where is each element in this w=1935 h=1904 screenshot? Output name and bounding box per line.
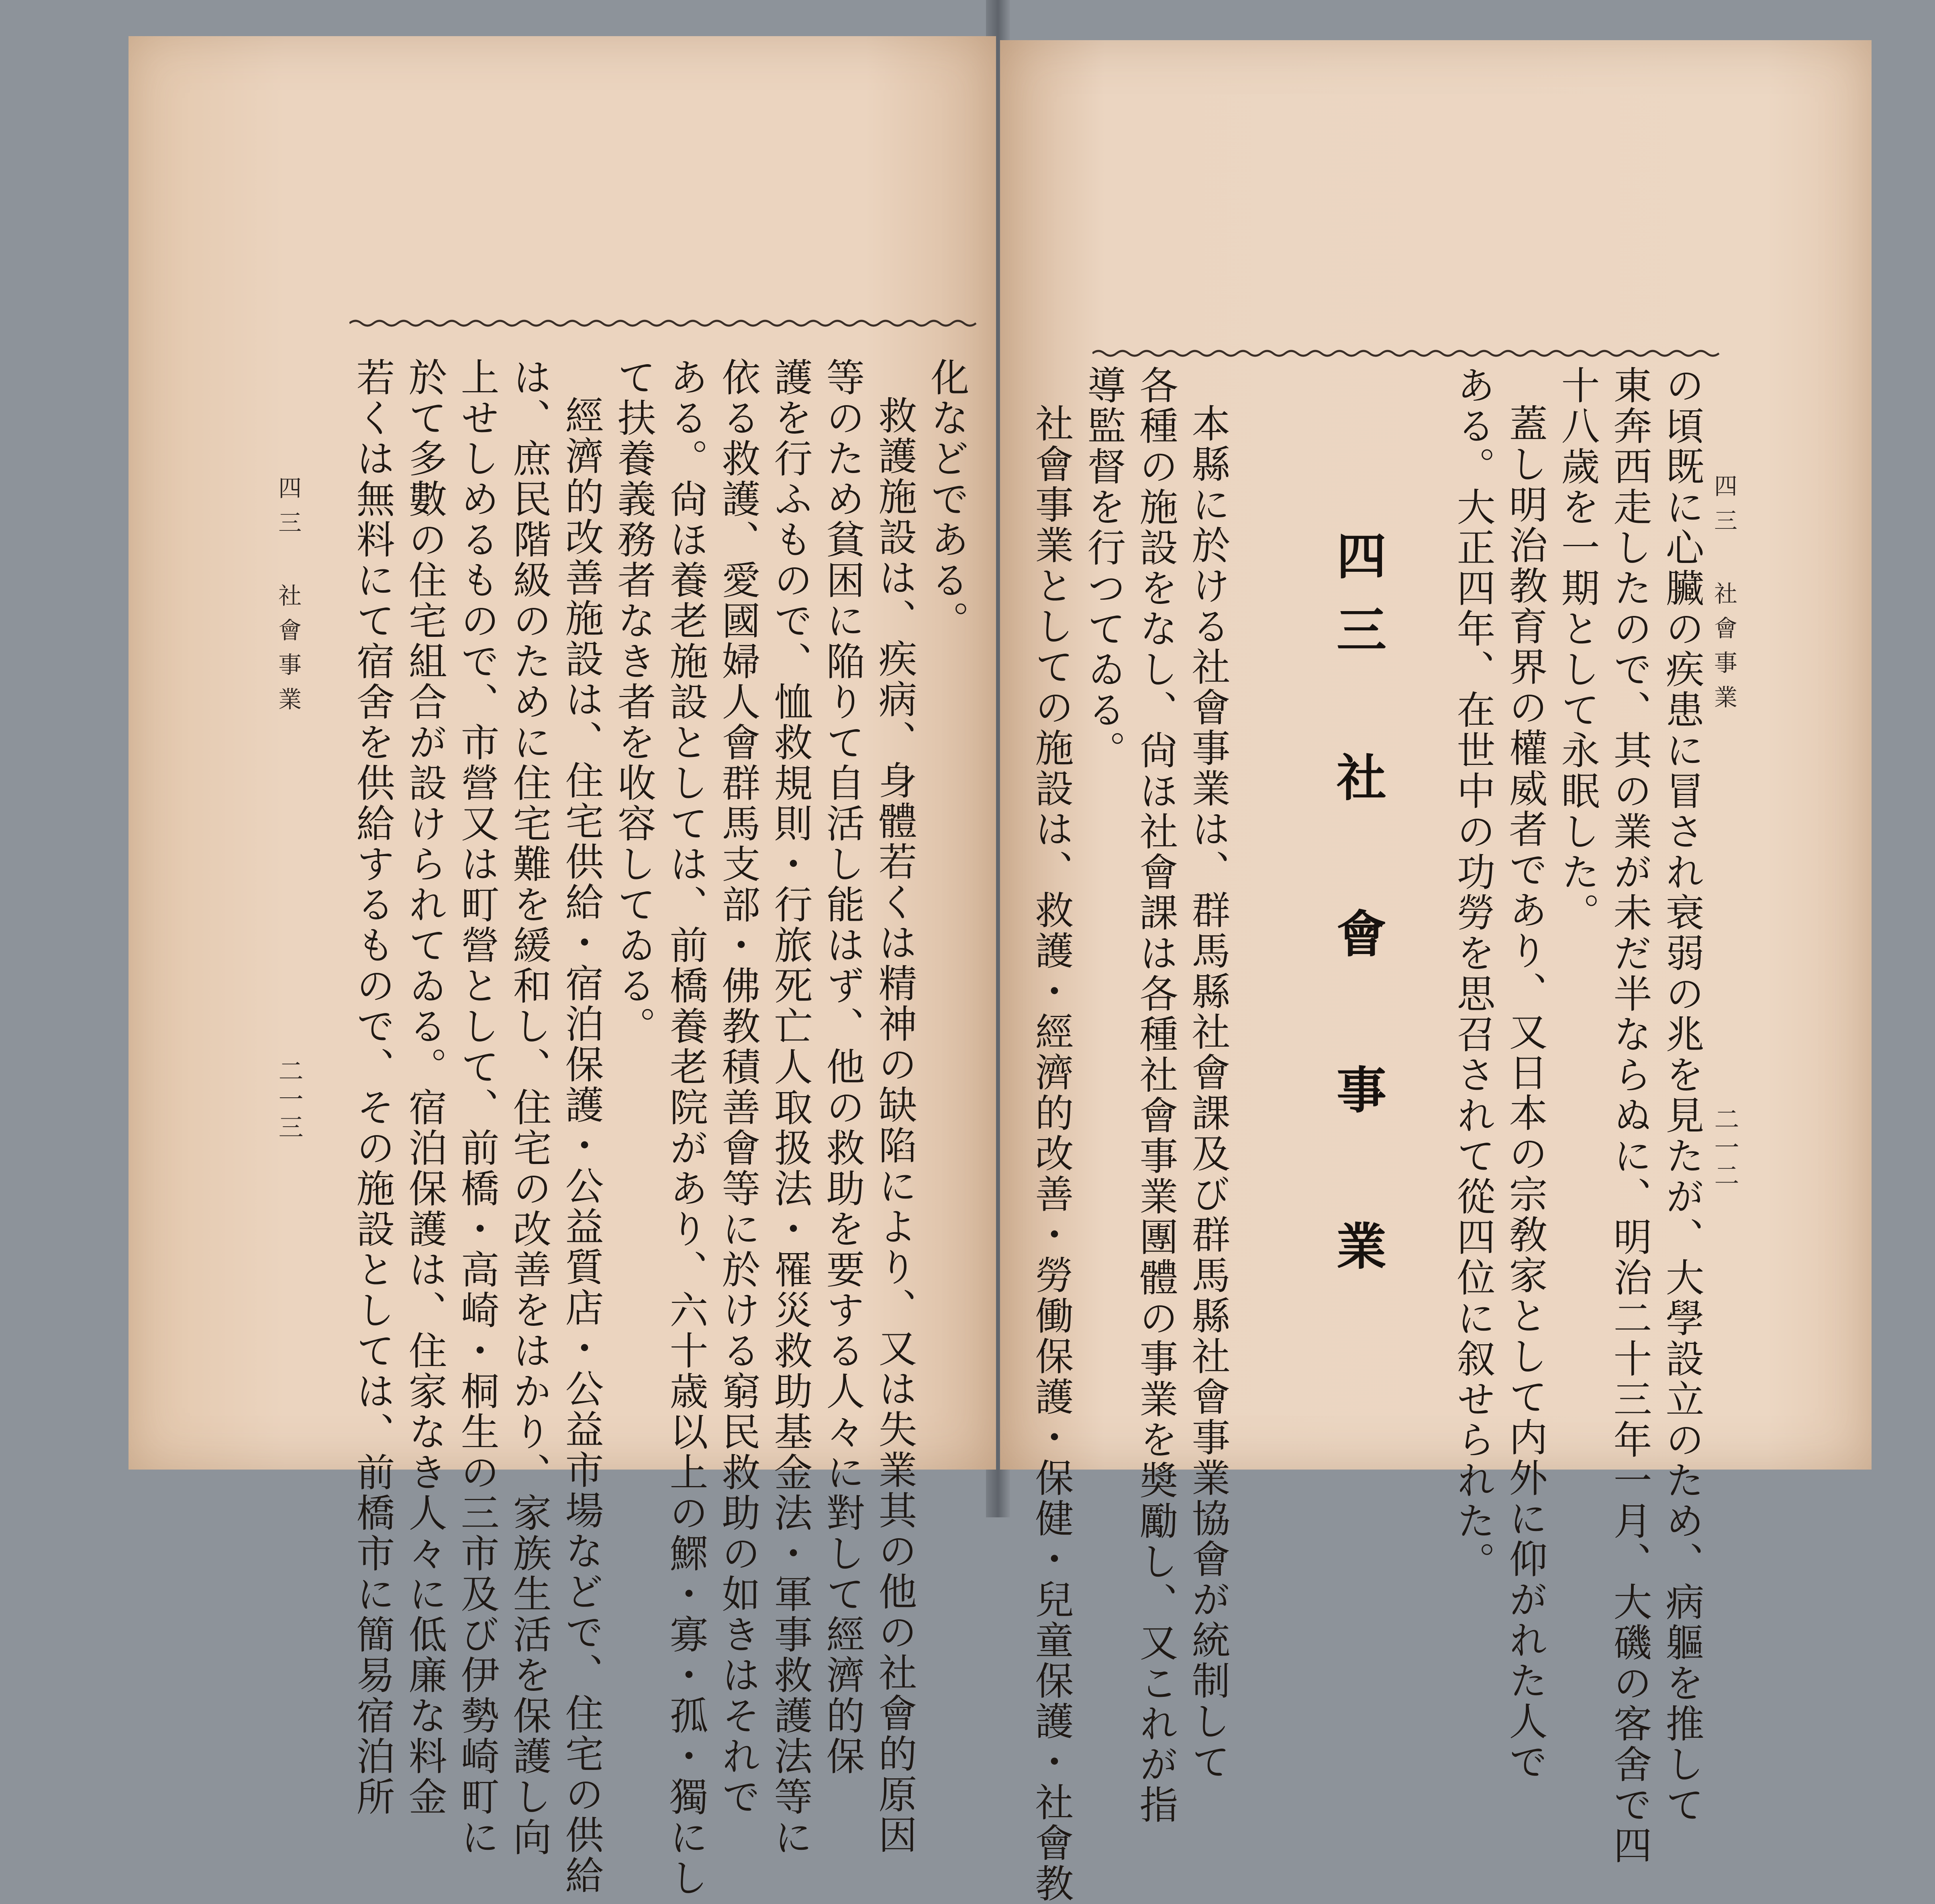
text-line: 上せしめるもので、市營又は町營として、前橋・高崎・桐生の三市及び伊勢崎町に <box>455 357 500 1858</box>
text-line: は、庶民階級のために住宅難を緩和し、住宅の改善をはかり、家族生活を保護し向 <box>507 357 552 1858</box>
left-page <box>129 36 996 1898</box>
text-line: の頃既に心臟の疾患に冒され衰弱の兆を見たが、大學設立のため、病軀を推して <box>1659 365 1704 1825</box>
text-line: 社會事業としての施設は、救護・經濟的改善・勞働保護・保健・兒童保護・社會教 <box>1029 404 1074 1904</box>
text-line: 等のため貧困に陥りて自活し能はず、他の救助を要する人々に對して經濟的保 <box>820 357 865 1777</box>
right-wavy-rule <box>1092 345 1723 361</box>
text-line: 若くは無料にて宿舍を供給するもので、その施設としては、前橋市に簡易宿泊所 <box>350 357 395 1817</box>
text-line: て扶養義務者なき者を收容してゐる。 <box>611 357 656 1047</box>
text-line: 蓋し明治教育界の權威者であり、又日本の宗敎家として内外に仰がれた人で <box>1503 404 1548 1782</box>
text-line: 十八歲を一期として永眠した。 <box>1555 365 1600 933</box>
text-line: 導監督を行つてゐる。 <box>1081 365 1126 771</box>
text-line: 經濟的改善施設は、住宅供給・宿泊保護・公益質店・公益市場などで、住宅の供給 <box>559 395 604 1896</box>
text-line: 護を行ふもので、恤救規則・行旅死亡人取扱法・罹災救助基金法・軍事救護法等に <box>768 357 813 1858</box>
text-line: 依る救護、愛國婦人會群馬支部・佛教積善會等に於ける窮民救助の如きはそれで <box>716 357 761 1817</box>
left-wavy-rule <box>349 315 980 331</box>
section-heading: 四三 社 會 事 業 <box>1328 530 1386 1294</box>
text-line: 於て多數の住宅組合が設けられてゐる。宿泊保護は、住家なき人々に低廉な料金 <box>402 357 447 1817</box>
left-page-number: 二一三 <box>274 1058 304 1142</box>
left-running-head: 四三 社會事業 <box>274 476 302 722</box>
right-page-number: 二一二 <box>1710 1106 1739 1191</box>
text-line: 救護施設は、疾病、身體若くは精神の缺陷により、又は失業其の他の社會的原因 <box>872 395 917 1855</box>
text-line: ある。大正四年、在世中の功勞を思召されて從四位に叙せられた。 <box>1451 365 1496 1582</box>
text-line: 東奔西走したので、其の業が未だ半ならぬに、明治二十三年一月、大磯の客舍で四 <box>1607 365 1652 1866</box>
text-line: 本縣に於ける社會事業は、群馬縣社會課及び群馬縣社會事業協會が統制して <box>1186 404 1231 1782</box>
right-running-head: 四三 社會事業 <box>1710 474 1737 720</box>
text-line: ある。尙ほ養老施設としては、前橋養老院があり、六十歳以上の鰥・寡・孤・獨にし <box>663 357 708 1898</box>
text-line: 各種の施設をなし、尙ほ社會課は各種社會事業團體の事業を奬勵し、又これが指 <box>1133 365 1178 1825</box>
text-line: 化などである。 <box>925 357 970 641</box>
right-page <box>1000 40 1872 1904</box>
